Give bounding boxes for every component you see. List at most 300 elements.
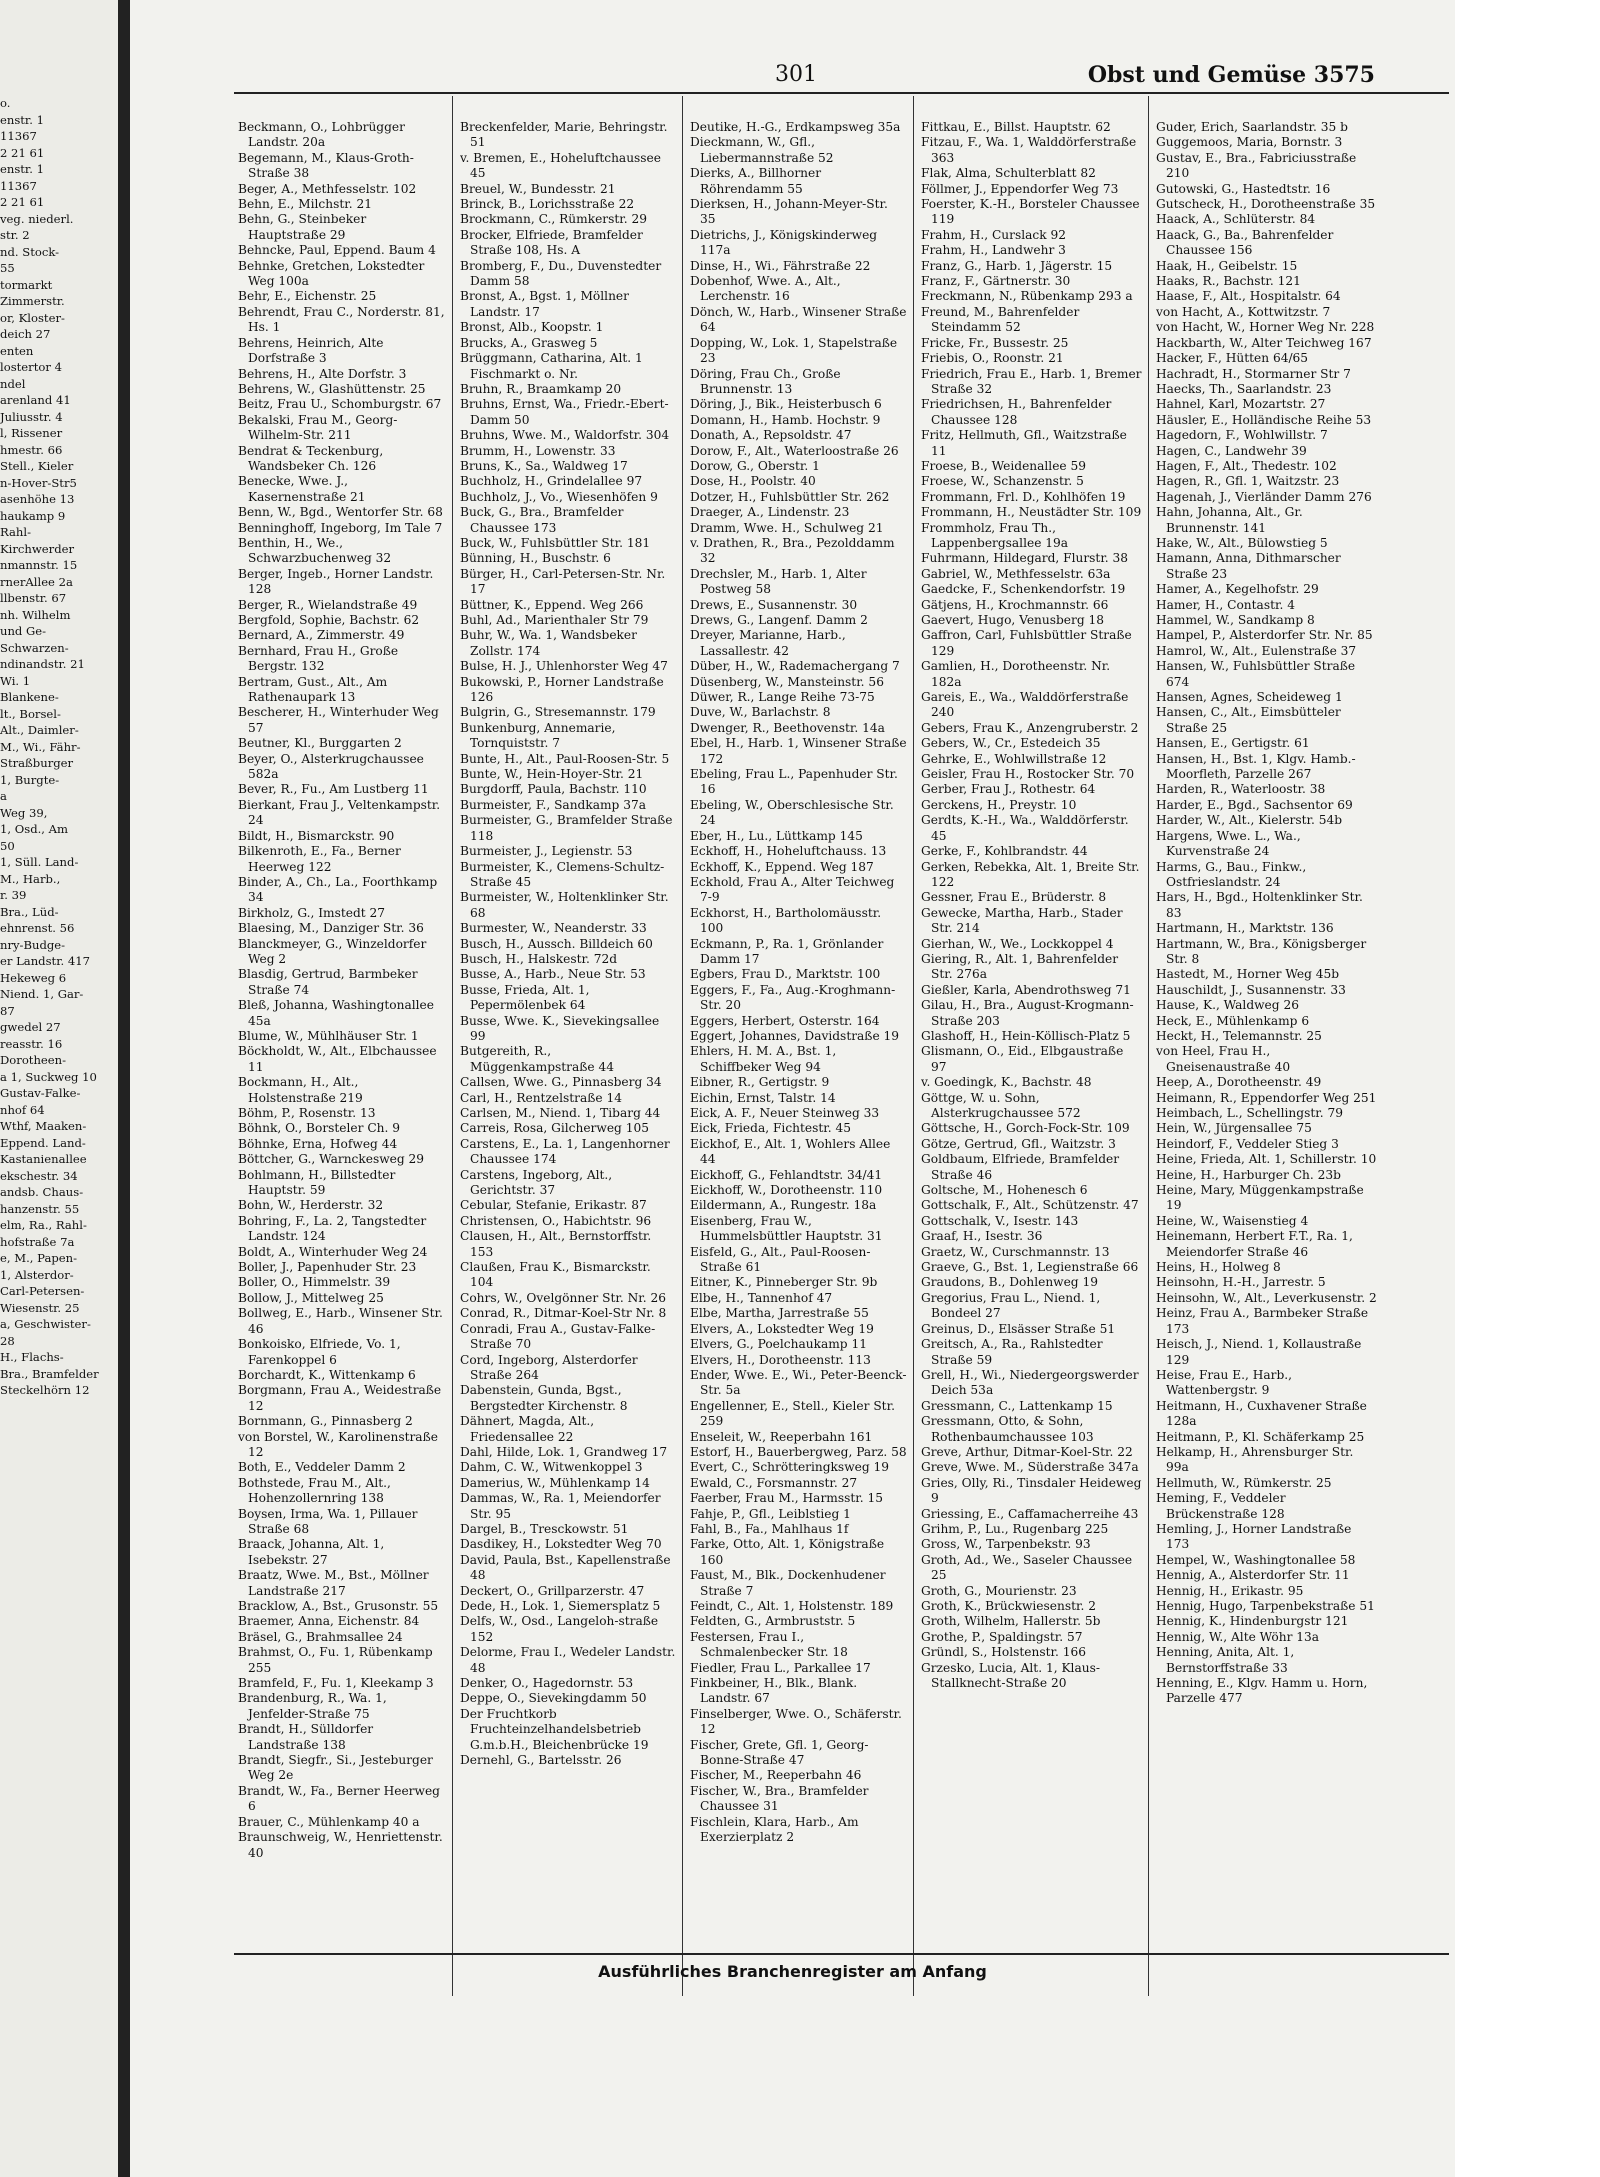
column-divider bbox=[452, 96, 453, 1996]
directory-entry: Dinse, H., Wi., Fährstraße 22 bbox=[690, 258, 871, 273]
directory-entry: Domann, H., Hamb. Hochstr. 9 bbox=[690, 412, 881, 427]
directory-entry: Duve, W., Barlachstr. 8 bbox=[690, 705, 831, 720]
directory-entry: Hahn, Johanna, Alt., Gr. Brunnenstr. 141 bbox=[1156, 505, 1303, 535]
directory-entry: Drews, E., Susannenstr. 30 bbox=[690, 597, 858, 612]
previous-page-line: deich 27 bbox=[0, 327, 51, 341]
directory-entry: Cebular, Stefanie, Erikastr. 87 bbox=[460, 1198, 647, 1213]
previous-page-line: 11367 bbox=[0, 129, 37, 143]
directory-entry: Dede, H., Lok. 1, Siemersplatz 5 bbox=[460, 1599, 661, 1613]
directory-entry: Groth, G., Mourienstr. 23 bbox=[921, 1583, 1077, 1598]
directory-entry: Gerken, Rebekka, Alt. 1, Breite Str. 122 bbox=[921, 859, 1140, 889]
directory-entry: Benthin, H., We., Schwarzbuchenweg 32 bbox=[238, 535, 392, 566]
directory-entry: Braack, Johanna, Alt. 1, Isebekstr. 27 bbox=[238, 1537, 385, 1567]
previous-page-line: Carl-Petersen- bbox=[0, 1284, 85, 1298]
directory-entry: Bunte, H., Alt., Paul-Roosen-Str. 5 bbox=[460, 751, 670, 766]
directory-entry: Butgereith, R., Müggenkampstraße 44 bbox=[460, 1044, 614, 1074]
directory-entry: Burmeister, K., Clemens-Schultz-Straße 45 bbox=[460, 859, 665, 889]
directory-entry: Geisler, Frau H., Rostocker Str. 70 bbox=[921, 767, 1135, 782]
directory-entry: Gierhan, W., We., Lockkoppel 4 bbox=[921, 936, 1114, 951]
previous-page-line: 2 21 61 bbox=[0, 195, 45, 209]
directory-entry: Heise, Frau E., Harb., Wattenbergstr. 9 bbox=[1156, 1367, 1293, 1398]
directory-entry: Bendrat & Teckenburg, Wandsbeker Ch. 126 bbox=[238, 443, 384, 473]
directory-entry: Burmeister, G., Bramfelder Straße 118 bbox=[460, 813, 673, 843]
previous-page-line: llbenstr. 67 bbox=[0, 591, 67, 605]
directory-entry: Conrad, R., Ditmar-Koel-Str Nr. 8 bbox=[460, 1306, 667, 1321]
directory-entry: Harms, G., Bau., Finkw., Ostfrieslandstr. 24 bbox=[1156, 859, 1307, 889]
directory-entry: Heindorf, F., Veddeler Stieg 3 bbox=[1156, 1136, 1339, 1151]
directory-entry: Eisfeld, G., Alt., Paul-Roosen-Straße 61 bbox=[690, 1244, 871, 1275]
directory-entry: Burmeister, J., Legienstr. 53 bbox=[460, 844, 633, 859]
previous-page-line: Juliusstr. 4 bbox=[0, 409, 63, 424]
directory-entry: Gerdts, K.-H., Wa., Walddörferstr. 45 bbox=[921, 813, 1129, 843]
previous-page-line: nmannstr. 15 bbox=[0, 558, 78, 572]
directory-entry: Gründl, S., Holstenstr. 166 bbox=[921, 1645, 1086, 1660]
previous-page-line: enstr. 1 bbox=[0, 112, 44, 127]
directory-entry: Föllmer, J., Eppendorfer Weg 73 bbox=[921, 181, 1119, 196]
directory-entry: Blaesing, M., Danziger Str. 36 bbox=[238, 921, 424, 936]
directory-entry: Böhnk, O., Borsteler Ch. 9 bbox=[238, 1121, 400, 1136]
previous-page-line: Gustav-Falke- bbox=[0, 1086, 81, 1100]
directory-entry: Finkbeiner, H., Blk., Blank. Landstr. 67 bbox=[690, 1676, 858, 1706]
directory-entry: Bockmann, H., Alt., Holstenstraße 219 bbox=[238, 1075, 363, 1105]
previous-page-line: ndinandstr. 21 bbox=[0, 657, 85, 671]
directory-entry: Gießler, Karla, Abendrothsweg 71 bbox=[921, 982, 1131, 997]
directory-entry: Carlsen, M., Niend. 1, Tibarg 44 bbox=[460, 1106, 661, 1120]
directory-entry: Elvers, G., Poelchaukamp 11 bbox=[690, 1337, 867, 1352]
directory-entry: Buchholz, H., Grindelallee 97 bbox=[460, 474, 643, 489]
directory-entry: Carl, H., Rentzelstraße 14 bbox=[460, 1090, 622, 1105]
directory-entry: Elvers, A., Lokstedter Weg 19 bbox=[690, 1321, 874, 1336]
previous-page-line: enstr. 1 bbox=[0, 162, 44, 176]
directory-entry: Haack, A., Schlüterstr. 84 bbox=[1156, 212, 1316, 227]
directory-entry: Breuel, W., Bundesstr. 21 bbox=[460, 181, 616, 196]
directory-entry: Hennig, H., Erikastr. 95 bbox=[1156, 1583, 1304, 1598]
directory-entry: Estorf, H., Bauerbergweg, Parz. 58 bbox=[690, 1444, 907, 1459]
previous-page-line: e, M., Papen- bbox=[0, 1251, 78, 1265]
directory-entry: Hars, H., Bgd., Holtenklinker Str. 83 bbox=[1156, 890, 1363, 920]
previous-page-line: Zimmerstr. bbox=[0, 294, 65, 308]
column-divider bbox=[1148, 96, 1149, 1996]
directory-entry: Bohring, F., La. 2, Tangstedter Landstr. 124 bbox=[238, 1213, 427, 1244]
previous-page-line: Alt., Daimler- bbox=[0, 723, 79, 737]
directory-entry: Greve, Arthur, Ditmar-Koel-Str. 22 bbox=[921, 1444, 1133, 1459]
directory-entry: Bothstede, Frau M., Alt., Hohenzollernring 138 bbox=[238, 1475, 391, 1506]
directory-entry: Fahje, P., Gfl., Leiblstieg 1 bbox=[690, 1506, 851, 1521]
directory-entry: Drews, G., Langenf. Damm 2 bbox=[690, 613, 868, 627]
directory-entry: Heinz, Frau A., Barmbeker Straße 173 bbox=[1156, 1306, 1369, 1336]
previous-page-line: Blankene- bbox=[0, 690, 59, 704]
directory-entry: Hellmuth, W., Rümkerstr. 25 bbox=[1156, 1475, 1332, 1490]
directory-entry: Hagenah, J., Vierländer Damm 276 bbox=[1156, 489, 1372, 504]
directory-entry: Benn, W., Bgd., Wentorfer Str. 68 bbox=[238, 505, 443, 520]
directory-entry: Hauschildt, J., Susannenstr. 33 bbox=[1156, 982, 1346, 997]
directory-entry: Christensen, O., Habichtstr. 96 bbox=[460, 1213, 652, 1228]
directory-entry: Bukowski, P., Horner Landstraße 126 bbox=[460, 674, 664, 705]
directory-entry: Eick, A. F., Neuer Steinweg 33 bbox=[690, 1106, 880, 1120]
directory-entry: Behrens, H., Alte Dorfstr. 3 bbox=[238, 366, 407, 381]
previous-page-line: hofstraße 7a bbox=[0, 1234, 75, 1249]
previous-page-line: nry-Budge- bbox=[0, 937, 66, 952]
directory-entry: Hansen, H., Bst. 1, Klgv. Hamb.-Moorfleth, Parzelle 267 bbox=[1156, 751, 1356, 782]
directory-entry: Dammas, W., Ra. 1, Meiendorfer Str. 95 bbox=[460, 1491, 661, 1521]
directory-entry: Gehrke, E., Wohlwillstraße 12 bbox=[921, 751, 1107, 766]
directory-entry: Göttsche, H., Gorch-Fock-Str. 109 bbox=[921, 1121, 1130, 1136]
directory-entry: Cord, Ingeborg, Alsterdorfer Straße 264 bbox=[460, 1352, 638, 1382]
directory-entry: Deutike, H.-G., Erdkampsweg 35a bbox=[690, 120, 901, 134]
directory-entry: Hagen, R., Gfl. 1, Waitzstr. 23 bbox=[1156, 474, 1340, 489]
directory-entry: Blanckmeyer, G., Winzeldorfer Weg 2 bbox=[238, 936, 427, 966]
directory-entry: Eckmann, P., Ra. 1, Grönlander Damm 17 bbox=[690, 936, 884, 966]
directory-entry: Elbe, H., Tannenhof 47 bbox=[690, 1290, 833, 1305]
directory-entry: Damerius, W., Mühlenkamp 14 bbox=[460, 1475, 650, 1490]
directory-entry: Carstens, Ingeborg, Alt., Gerichtstr. 37 bbox=[460, 1167, 613, 1198]
directory-entry: Behrendt, Frau C., Norderstr. 81, Hs. 1 bbox=[238, 304, 445, 335]
column-divider bbox=[682, 96, 683, 1996]
previous-page-line: M., Wi., Fähr- bbox=[0, 739, 81, 754]
directory-entry: Burgdorff, Paula, Bachstr. 110 bbox=[460, 782, 647, 797]
directory-entry: Eckhold, Frau A., Alter Teichweg 7-9 bbox=[690, 874, 895, 905]
directory-entry: Eisenberg, Frau W., Hummelsbüttler Hauptstr. 31 bbox=[690, 1213, 883, 1244]
directory-entry: Heimann, R., Eppendorfer Weg 251 bbox=[1156, 1090, 1377, 1105]
directory-entry: Feldten, G., Armbruststr. 5 bbox=[690, 1614, 856, 1629]
previous-page-line: enten bbox=[0, 343, 34, 358]
directory-entry: Döring, Frau Ch., Große Brunnenstr. 13 bbox=[690, 366, 841, 396]
directory-entry: Götze, Gertrud, Gfl., Waitzstr. 3 bbox=[921, 1136, 1116, 1151]
directory-entry: Deppe, O., Sievekingdamm 50 bbox=[460, 1691, 647, 1706]
directory-entry: Greitsch, A., Ra., Rahlstedter Straße 59 bbox=[921, 1337, 1103, 1367]
previous-page-line: Bra., Bramfelder bbox=[0, 1366, 99, 1381]
previous-page-line: haukamp 9 bbox=[0, 508, 66, 523]
directory-entry: Both, E., Veddeler Damm 2 bbox=[238, 1460, 406, 1475]
previous-page-line: und Ge- bbox=[0, 624, 47, 638]
previous-page-line: hmestr. 66 bbox=[0, 442, 63, 457]
directory-entry: Eggers, F., Fa., Aug.-Kroghmann-Str. 20 bbox=[690, 982, 896, 1013]
directory-entry: Faust, M., Blk., Dockenhudener Straße 7 bbox=[690, 1568, 886, 1598]
directory-entry: Gätjens, H., Krochmannstr. 66 bbox=[921, 597, 1109, 612]
directory-entry: Eickhoff, G., Fehlandtstr. 34/41 bbox=[690, 1167, 883, 1182]
directory-entry: Hachradt, H., Stormarner Str 7 bbox=[1156, 366, 1351, 381]
directory-entry: Hastedt, M., Horner Weg 45b bbox=[1156, 967, 1340, 982]
directory-entry: Grzesko, Lucia, Alt. 1, Klaus-Stallknecht-Straße 20 bbox=[921, 1660, 1100, 1691]
previous-page-line: er Landstr. 417 bbox=[0, 954, 90, 968]
directory-entry: Donath, A., Repsoldstr. 47 bbox=[690, 428, 852, 443]
directory-entry: Bever, R., Fu., Am Lustberg 11 bbox=[238, 782, 429, 797]
directory-entry: Dobenhof, Wwe. A., Alt., Lerchenstr. 16 bbox=[690, 274, 841, 304]
directory-entry: Finselberger, Wwe. O., Schäferstr. 12 bbox=[690, 1706, 902, 1737]
directory-entry: Hennig, A., Alsterdorfer Str. 11 bbox=[1156, 1568, 1350, 1583]
directory-entry: Griessing, E., Caffamacherreihe 43 bbox=[921, 1506, 1139, 1521]
directory-entry: Deckert, O., Grillparzerstr. 47 bbox=[460, 1583, 645, 1598]
directory-entry: Fahl, B., Fa., Mahlhaus 1f bbox=[690, 1521, 849, 1536]
directory-entry: Elbe, Martha, Jarrestraße 55 bbox=[690, 1306, 869, 1321]
directory-entry: Heinsohn, H.-H., Jarrestr. 5 bbox=[1156, 1275, 1326, 1290]
directory-entry: Braatz, Wwe. M., Bst., Möllner Landstraße 217 bbox=[238, 1568, 429, 1598]
directory-entry: Gabriel, W., Methfesselstr. 63a bbox=[921, 566, 1111, 581]
directory-entry: Behncke, Paul, Eppend. Baum 4 bbox=[238, 243, 436, 258]
directory-entry: Bernard, A., Zimmerstr. 49 bbox=[238, 628, 405, 643]
directory-entry: Gries, Olly, Ri., Tinsdaler Heideweg 9 bbox=[921, 1475, 1142, 1506]
directory-entry: Grothe, P., Spaldingstr. 57 bbox=[921, 1629, 1083, 1644]
previous-page-line: a bbox=[0, 789, 7, 803]
previous-page-line: Wi. 1 bbox=[0, 673, 31, 688]
directory-entry: Beger, A., Methfesselstr. 102 bbox=[238, 181, 417, 196]
directory-entry: Brockmann, C., Rümkerstr. 29 bbox=[460, 212, 648, 227]
directory-entry: Gutscheck, H., Dorotheenstraße 35 bbox=[1156, 197, 1376, 212]
directory-entry: Häusler, E., Holländische Reihe 53 bbox=[1156, 412, 1372, 427]
directory-entry: Behnke, Gretchen, Lokstedter Weg 100a bbox=[238, 258, 425, 289]
directory-entry: Gressmann, Otto, & Sohn, Rothenbaumchaussee 103 bbox=[921, 1414, 1094, 1444]
previous-page-line: 11367 bbox=[0, 178, 37, 193]
directory-entry: Hampel, P., Alsterdorfer Str. Nr. 85 bbox=[1156, 628, 1373, 643]
directory-entry: Der Fruchtkorb Fruchteinzelhandelsbetrieb G.m.b.H., Bleichenbrücke 19 bbox=[460, 1706, 649, 1752]
directory-entry: Böttcher, G., Warnckesweg 29 bbox=[238, 1152, 425, 1167]
directory-entry: v. Goedingk, K., Bachstr. 48 bbox=[921, 1075, 1092, 1090]
directory-entry: Göttge, W. u. Sohn, Alsterkrugchaussee 572 bbox=[921, 1090, 1081, 1120]
directory-entry: Claußen, Frau K., Bismarckstr. 104 bbox=[460, 1260, 651, 1290]
previous-page-line: Dorotheen- bbox=[0, 1053, 67, 1067]
directory-entry: Böhnke, Erna, Hofweg 44 bbox=[238, 1136, 398, 1151]
previous-page-line: arenland 41 bbox=[0, 393, 71, 407]
directory-entry: Gutowski, G., Hastedtstr. 16 bbox=[1156, 181, 1331, 196]
directory-entry: Benninghoff, Ingeborg, Im Tale 7 bbox=[238, 520, 443, 535]
directory-entry: Fitzau, F., Wa. 1, Walddörferstraße 363 bbox=[921, 135, 1137, 165]
directory-entry: Heep, A., Dorotheenstr. 49 bbox=[1156, 1075, 1322, 1090]
directory-entry: Burmester, W., Neanderstr. 33 bbox=[460, 921, 647, 936]
directory-entry: Gaedcke, F., Schenkendorfstr. 19 bbox=[921, 582, 1126, 597]
previous-page-line: Kastanienallee bbox=[0, 1152, 87, 1166]
previous-page-line: rnerAllee 2a bbox=[0, 574, 73, 589]
directory-entry: Brandt, H., Sülldorfer Landstraße 138 bbox=[238, 1722, 374, 1752]
directory-entry: Fittkau, E., Billst. Hauptstr. 62 bbox=[921, 120, 1111, 134]
directory-entry: Düber, H., W., Rademachergang 7 bbox=[690, 659, 900, 674]
directory-entry: Eickhoff, W., Dorotheenstr. 110 bbox=[690, 1183, 883, 1198]
directory-entry: Heckt, H., Telemannstr. 25 bbox=[1156, 1028, 1322, 1043]
directory-entry: Gross, W., Tarpenbekstr. 93 bbox=[921, 1537, 1091, 1552]
directory-entry: Friebis, O., Roonstr. 21 bbox=[921, 351, 1064, 366]
directory-entry: Bünning, H., Buschstr. 6 bbox=[460, 551, 611, 566]
directory-entry: Böhm, P., Rosenstr. 13 bbox=[238, 1106, 376, 1120]
previous-page-line: 1, Burgte- bbox=[0, 772, 60, 787]
directory-entry: Düsenberg, W., Mansteinstr. 56 bbox=[690, 674, 884, 689]
previous-page-line: 28 bbox=[0, 1333, 15, 1348]
directory-entry: Graeve, G., Bst. 1, Legienstraße 66 bbox=[921, 1260, 1139, 1275]
previous-page-line: ekschestr. 34 bbox=[0, 1168, 78, 1183]
directory-entry: Beyer, O., Alsterkrugchaussee 582a bbox=[238, 751, 424, 782]
directory-entry: Hein, W., Jürgensallee 75 bbox=[1156, 1121, 1312, 1136]
previous-page-line: a 1, Suckweg 10 bbox=[0, 1069, 97, 1084]
directory-entry: Bracklow, A., Bst., Grusonstr. 55 bbox=[238, 1599, 439, 1613]
directory-entry: Hansen, E., Gertigstr. 61 bbox=[1156, 736, 1310, 751]
directory-entry: Harder, E., Bgd., Sachsentor 69 bbox=[1156, 797, 1353, 812]
directory-entry: Heins, H., Holweg 8 bbox=[1156, 1260, 1281, 1275]
directory-entry: Giering, R., Alt. 1, Bahrenfelder Str. 276a bbox=[921, 951, 1119, 982]
directory-entry: Gregorius, Frau L., Niend. 1, Bondeel 27 bbox=[921, 1290, 1101, 1321]
previous-page-line: n-Hover-Str5 bbox=[0, 475, 77, 490]
directory-entry: Groth, Wilhelm, Hallerstr. 5b bbox=[921, 1614, 1101, 1629]
directory-entry: Callsen, Wwe. G., Pinnasberg 34 bbox=[460, 1075, 662, 1090]
directory-entry: Busse, Frieda, Alt. 1, Pepermölenbek 64 bbox=[460, 982, 590, 1013]
directory-entry: Bräsel, G., Brahmsallee 24 bbox=[238, 1629, 403, 1644]
directory-entry: Bohn, W., Herderstr. 32 bbox=[238, 1198, 384, 1213]
column-divider bbox=[913, 96, 914, 1996]
directory-entry: Froese, W., Schanzenstr. 5 bbox=[921, 474, 1084, 489]
directory-entry: Breckenfelder, Marie, Behringstr. 51 bbox=[460, 120, 668, 150]
directory-entry: Brandt, W., Fa., Berner Heerweg 6 bbox=[238, 1783, 440, 1814]
directory-entry: Friedrichsen, H., Bahrenfelder Chaussee 128 bbox=[921, 397, 1112, 427]
directory-entry: Haase, F., Alt., Hospitalstr. 64 bbox=[1156, 289, 1341, 304]
directory-entry: Grell, H., Wi., Niedergeorgswerder Deich 53a bbox=[921, 1367, 1139, 1398]
directory-entry: Carreis, Rosa, Gilcherweg 105 bbox=[460, 1121, 649, 1136]
directory-entry: Egbers, Frau D., Marktstr. 100 bbox=[690, 967, 881, 982]
directory-entry: Brumm, H., Lowenstr. 33 bbox=[460, 443, 616, 458]
directory-entry: Hagen, F., Alt., Thedestr. 102 bbox=[1156, 458, 1337, 473]
directory-entry: Delorme, Frau I., Wedeler Landstr. 48 bbox=[460, 1645, 676, 1675]
directory-column-2 bbox=[460, 120, 676, 1950]
directory-entry: Busch, H., Halskestr. 72d bbox=[460, 951, 618, 966]
previous-page-line: Bra., Lüd- bbox=[0, 904, 59, 919]
directory-entry: Dietrichs, J., Königskinderweg 117a bbox=[690, 227, 878, 258]
directory-entry: Binder, A., Ch., La., Foorthkamp 34 bbox=[238, 874, 438, 905]
directory-entry: Heitmann, H., Cuxhavener Straße 128a bbox=[1156, 1398, 1367, 1429]
directory-entry: von Heel, Frau H., Gneisenaustraße 40 bbox=[1156, 1044, 1291, 1074]
previous-page-line: 1, Osd., Am bbox=[0, 822, 69, 836]
header-rule bbox=[234, 92, 1449, 94]
previous-page-line: 2 21 61 bbox=[0, 145, 45, 160]
previous-page-line: Schwarzen- bbox=[0, 640, 69, 655]
previous-page-line: tormarkt bbox=[0, 277, 53, 292]
previous-page-line: Wiesenstr. 25 bbox=[0, 1300, 80, 1315]
directory-entry: Ebeling, W., Oberschlesische Str. 24 bbox=[690, 797, 894, 828]
directory-entry: Fritz, Hellmuth, Gfl., Waitzstraße 11 bbox=[921, 428, 1127, 458]
directory-entry: Behrens, Heinrich, Alte Dorfstraße 3 bbox=[238, 335, 384, 366]
directory-entry: Glismann, O., Eid., Elbgaustraße 97 bbox=[921, 1044, 1124, 1074]
directory-entry: Enseleit, W., Reeperbahn 161 bbox=[690, 1429, 873, 1444]
directory-entry: Draeger, A., Lindenstr. 23 bbox=[690, 505, 850, 520]
previous-page-line: Stell., Kieler bbox=[0, 459, 74, 473]
directory-entry: Dopping, W., Lok. 1, Stapelstraße 23 bbox=[690, 335, 898, 366]
directory-entry: Bierkant, Frau J., Veltenkampstr. 24 bbox=[238, 797, 441, 828]
directory-entry: Eickhof, E., Alt. 1, Wohlers Allee 44 bbox=[690, 1136, 891, 1167]
directory-entry: Böckholdt, W., Alt., Elbchaussee 11 bbox=[238, 1044, 437, 1074]
previous-page-line: 55 bbox=[0, 261, 15, 275]
directory-entry: Brocker, Elfriede, Bramfelder Straße 108, Hs. A bbox=[460, 227, 643, 258]
directory-entry: Bulse, H. J., Uhlenhorster Weg 47 bbox=[460, 659, 668, 674]
directory-entry: Beitz, Frau U., Schomburgstr. 67 bbox=[238, 397, 442, 412]
directory-entry: Haecks, Th., Saarlandstr. 23 bbox=[1156, 381, 1332, 396]
directory-entry: Bruhns, Ernst, Wa., Friedr.-Ebert-Damm 50 bbox=[460, 397, 669, 427]
directory-entry: Gottschalk, F., Alt., Schützenstr. 47 bbox=[921, 1198, 1139, 1213]
directory-entry: Hahnel, Karl, Mozartstr. 27 bbox=[1156, 397, 1326, 412]
directory-entry: Bronst, Alb., Koopstr. 1 bbox=[460, 320, 604, 335]
directory-entry: Eggert, Johannes, Davidstraße 19 bbox=[690, 1028, 900, 1043]
directory-entry: Bleß, Johanna, Washingtonallee 45a bbox=[238, 998, 434, 1028]
footer-rule bbox=[234, 1953, 1449, 1955]
directory-entry: Dabenstein, Gunda, Bgst., Bergstedter Kirchenstr. 8 bbox=[460, 1383, 628, 1413]
directory-entry: Fricke, Fr., Bussestr. 25 bbox=[921, 335, 1069, 350]
directory-entry: Elvers, H., Dorotheenstr. 113 bbox=[690, 1352, 871, 1367]
directory-entry: Büttner, K., Eppend. Weg 266 bbox=[460, 597, 644, 612]
directory-entry: Franz, F., Gärtnerstr. 30 bbox=[921, 274, 1071, 289]
directory-entry: Braemer, Anna, Eichenstr. 84 bbox=[238, 1614, 420, 1629]
directory-entry: Franz, G., Harb. 1, Jägerstr. 15 bbox=[921, 258, 1113, 273]
directory-entry: Feindt, C., Alt. 1, Holstenstr. 189 bbox=[690, 1599, 894, 1613]
directory-entry: Bramfeld, F., Fu. 1, Kleekamp 3 bbox=[238, 1676, 434, 1691]
directory-entry: Heisch, J., Niend. 1, Kollaustraße 129 bbox=[1156, 1337, 1362, 1367]
previous-page-line: Straßburger bbox=[0, 756, 74, 770]
directory-entry: Harder, W., Alt., Kielerstr. 54b bbox=[1156, 813, 1343, 828]
directory-entry: Gustav, E., Bra., Fabriciusstraße 210 bbox=[1156, 150, 1357, 181]
directory-entry: von Hacht, A., Kottwitzstr. 7 bbox=[1156, 304, 1331, 319]
directory-entry: Drechsler, M., Harb. 1, Alter Postweg 58 bbox=[690, 566, 867, 597]
directory-entry: Glashoff, H., Hein-Köllisch-Platz 5 bbox=[921, 1028, 1131, 1043]
directory-entry: Bulgrin, G., Stresemannstr. 179 bbox=[460, 705, 656, 720]
directory-entry: Henning, E., Klgv. Hamm u. Horn, Parzelle 477 bbox=[1156, 1676, 1368, 1706]
directory-entry: Bergfold, Sophie, Bachstr. 62 bbox=[238, 613, 420, 627]
previous-page-line: or, Kloster- bbox=[0, 310, 65, 325]
directory-entry: Engellenner, E., Stell., Kieler Str. 259 bbox=[690, 1398, 895, 1429]
directory-entry: Hennig, Hugo, Tarpenbekstraße 51 bbox=[1156, 1599, 1375, 1613]
directory-entry: Graetz, W., Curschmannstr. 13 bbox=[921, 1244, 1110, 1259]
previous-page-line: elm, Ra., Rahl- bbox=[0, 1218, 87, 1232]
previous-page-line: Rahl- bbox=[0, 525, 31, 539]
directory-entry: Döring, J., Bik., Heisterbusch 6 bbox=[690, 397, 882, 412]
directory-entry: Boldt, A., Winterhuder Weg 24 bbox=[238, 1244, 428, 1259]
directory-entry: Hagedorn, F., Wohlwillstr. 7 bbox=[1156, 428, 1328, 443]
directory-column-4 bbox=[921, 120, 1142, 1950]
directory-entry: Benecke, Wwe. J., Kasernenstraße 21 bbox=[238, 474, 366, 504]
previous-page-line: Weg 39, bbox=[0, 805, 48, 820]
directory-entry: Freund, M., Bahrenfelder Steindamm 52 bbox=[921, 304, 1080, 335]
directory-entry: Flak, Alma, Schulterblatt 82 bbox=[921, 166, 1096, 181]
directory-entry: Dargel, B., Tresckowstr. 51 bbox=[460, 1521, 629, 1536]
directory-entry: Brüggmann, Catharina, Alt. 1 Fischmarkt o. Nr. bbox=[460, 351, 643, 381]
previous-page-line: Kirchwerder bbox=[0, 541, 75, 556]
directory-entry: Brandt, Siegfr., Si., Jesteburger Weg 2e bbox=[238, 1753, 433, 1783]
directory-entry: Buck, W., Fuhlsbüttler Str. 181 bbox=[460, 535, 651, 550]
directory-entry: Behn, E., Milchstr. 21 bbox=[238, 197, 372, 212]
directory-entry: Greinus, D., Elsässer Straße 51 bbox=[921, 1321, 1116, 1336]
directory-entry: Busch, H., Aussch. Billdeich 60 bbox=[460, 936, 653, 951]
directory-entry: Boysen, Irma, Wa. 1, Pillauer Straße 68 bbox=[238, 1506, 418, 1536]
previous-page-line: Wthf, Maaken- bbox=[0, 1119, 87, 1133]
directory-entry: Heinsohn, W., Alt., Leverkusenstr. 2 bbox=[1156, 1290, 1377, 1305]
directory-entry: Heimbach, L., Schellingstr. 79 bbox=[1156, 1106, 1343, 1120]
directory-entry: Braunschweig, W., Henriettenstr. 40 bbox=[238, 1830, 443, 1860]
directory-entry: Bunkenburg, Annemarie, Tornquiststr. 7 bbox=[460, 720, 616, 751]
directory-entry: Blasdig, Gertrud, Barmbeker Straße 74 bbox=[238, 967, 418, 997]
directory-entry: Eber, H., Lu., Lüttkamp 145 bbox=[690, 828, 863, 843]
directory-entry: Borchardt, K., Wittenkamp 6 bbox=[238, 1367, 416, 1382]
directory-entry: Bohlmann, H., Billstedter Hauptstr. 59 bbox=[238, 1167, 396, 1198]
directory-entry: Graudons, B., Dohlenweg 19 bbox=[921, 1275, 1098, 1290]
directory-entry: Gebers, W., Cr., Estedeich 35 bbox=[921, 736, 1101, 751]
previous-page-line: ehnrenst. 56 bbox=[0, 921, 75, 935]
directory-entry: Gilau, H., Bra., August-Krogmann-Straße 203 bbox=[921, 998, 1134, 1028]
directory-entry: Heinemann, Herbert F.T., Ra. 1, Meiendorfer Straße 46 bbox=[1156, 1229, 1353, 1259]
directory-entry: Buchholz, J., Vo., Wiesenhöfen 9 bbox=[460, 489, 658, 504]
previous-page-line: r. 39 bbox=[0, 888, 27, 902]
directory-entry: Brandenburg, R., Wa. 1, Jenfelder-Straße 75 bbox=[238, 1691, 387, 1721]
directory-entry: Hagen, C., Landwehr 39 bbox=[1156, 443, 1307, 458]
directory-entry: Hause, K., Waldweg 26 bbox=[1156, 998, 1299, 1013]
directory-entry: Grihm, P., Lu., Rugenbarg 225 bbox=[921, 1521, 1109, 1536]
directory-entry: Froese, B., Weidenallee 59 bbox=[921, 458, 1087, 473]
directory-entry: David, Paula, Bst., Kapellenstraße 48 bbox=[460, 1552, 671, 1583]
previous-page-line: a, Geschwister- bbox=[0, 1317, 91, 1331]
directory-entry: Hake, W., Alt., Bülowstieg 5 bbox=[1156, 535, 1328, 550]
previous-page-line: veg. niederl. bbox=[0, 211, 74, 226]
directory-entry: Gressmann, C., Lattenkamp 15 bbox=[921, 1398, 1113, 1413]
